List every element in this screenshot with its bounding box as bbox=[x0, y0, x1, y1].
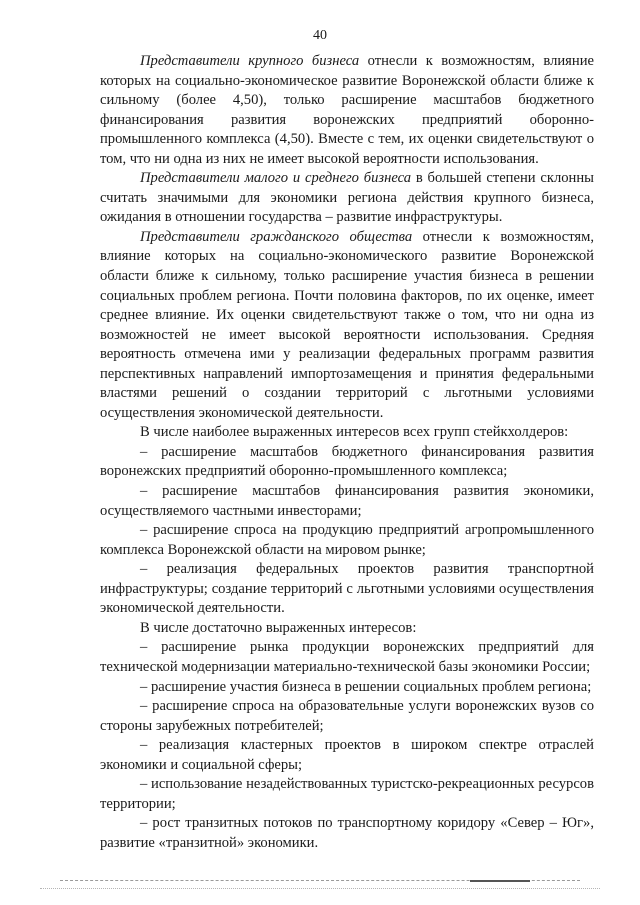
document-body bbox=[100, 52, 594, 853]
group-name-civil-society: Представители гражданского общества bbox=[140, 228, 413, 245]
paragraph-civil-society bbox=[100, 228, 594, 423]
list-item: – расширение спроса на образовательные услуги воронежских вузов со стороны зарубежных потребителей; bbox=[100, 698, 594, 734]
paragraph-large-business bbox=[100, 52, 594, 169]
paragraph-text: в большей степени склонны считать значимыми для экономики региона действия крупного бизнеса, ожидания в отношении государства – развитие инфраструктуры. bbox=[100, 170, 594, 226]
list-item: – расширение рынка продукции воронежских предприятий для технической модернизации материально-технической базы экономики России; bbox=[100, 639, 594, 675]
list-item: – реализация федеральных проектов развития транспортной инфраструктуры; создание территорий с льготными условиями осуществления экономической деятельности. bbox=[100, 561, 594, 617]
list-item: – расширение участия бизнеса в решении социальных проблем региона; bbox=[140, 678, 592, 695]
page-number: 40 bbox=[313, 28, 327, 43]
paragraph-small-medium-business bbox=[100, 169, 594, 228]
paragraph-text: отнесли к возможностям, влияние которых на социально-экономическое развитие Воронежской области ближе к сильному (более 4,50), только расширение масштабов бюджетного финансирования развития воронежских предприятий оборонно-промышленного комплекса (4,50). Вместе с тем, их оценки свидетельствуют о том, что ни одна из них не имеет высокой вероятности использования. bbox=[100, 53, 594, 167]
paragraph-text: отнесли к возможностям, влияние которых на социально-экономического развитие Воронежской области ближе к сильному, только расширение участия бизнеса в решении социальных проблем региона. Почти половина факторов, по их оценке, имеет среднее влияние. Их оценки свидетельствуют также о том, что ни одна из возможностей не имеет высокой вероятности использования. Средняя вероятность отмечена ими у реализации федеральных программ развития перспективных направлений импортозамещения и принятия федеральными властями решений о создании территорий с льготными условиями осуществления экономической деятельности. bbox=[100, 228, 594, 421]
list-item: – расширение масштабов бюджетного финансирования развития воронежских предприятий оборонно-промышленного комплекса; bbox=[100, 443, 594, 480]
scan-edge-line bbox=[40, 888, 600, 889]
list-item: – использование незадействованных туристско-рекреационных ресурсов территории; bbox=[100, 776, 594, 812]
list-item: – рост транзитных потоков по транспортному коридору «Север – Юг», развитие «транзитной» экономики. bbox=[100, 815, 594, 851]
group-name-small-medium-business: Представители малого и среднего бизнеса bbox=[140, 170, 412, 187]
list-item: – расширение спроса на продукцию предприятий агропромышленного комплекса Воронежской области на мировом рынке; bbox=[100, 522, 594, 558]
group-name-large-business: Представители крупного бизнеса bbox=[140, 53, 360, 69]
list-item: – расширение масштабов финансирования развития экономики, осуществляемого частными инвесторами; bbox=[100, 483, 594, 519]
list-item: – реализация кластерных проектов в широком спектре отраслей экономики и социальной сферы; bbox=[100, 737, 594, 773]
section-heading-most-expressed: В числе наиболее выраженных интересов всех групп стейкхолдеров: bbox=[140, 424, 569, 441]
scan-mark bbox=[470, 880, 530, 882]
section-heading-sufficiently-expressed: В числе достаточно выраженных интересов: bbox=[140, 619, 417, 636]
